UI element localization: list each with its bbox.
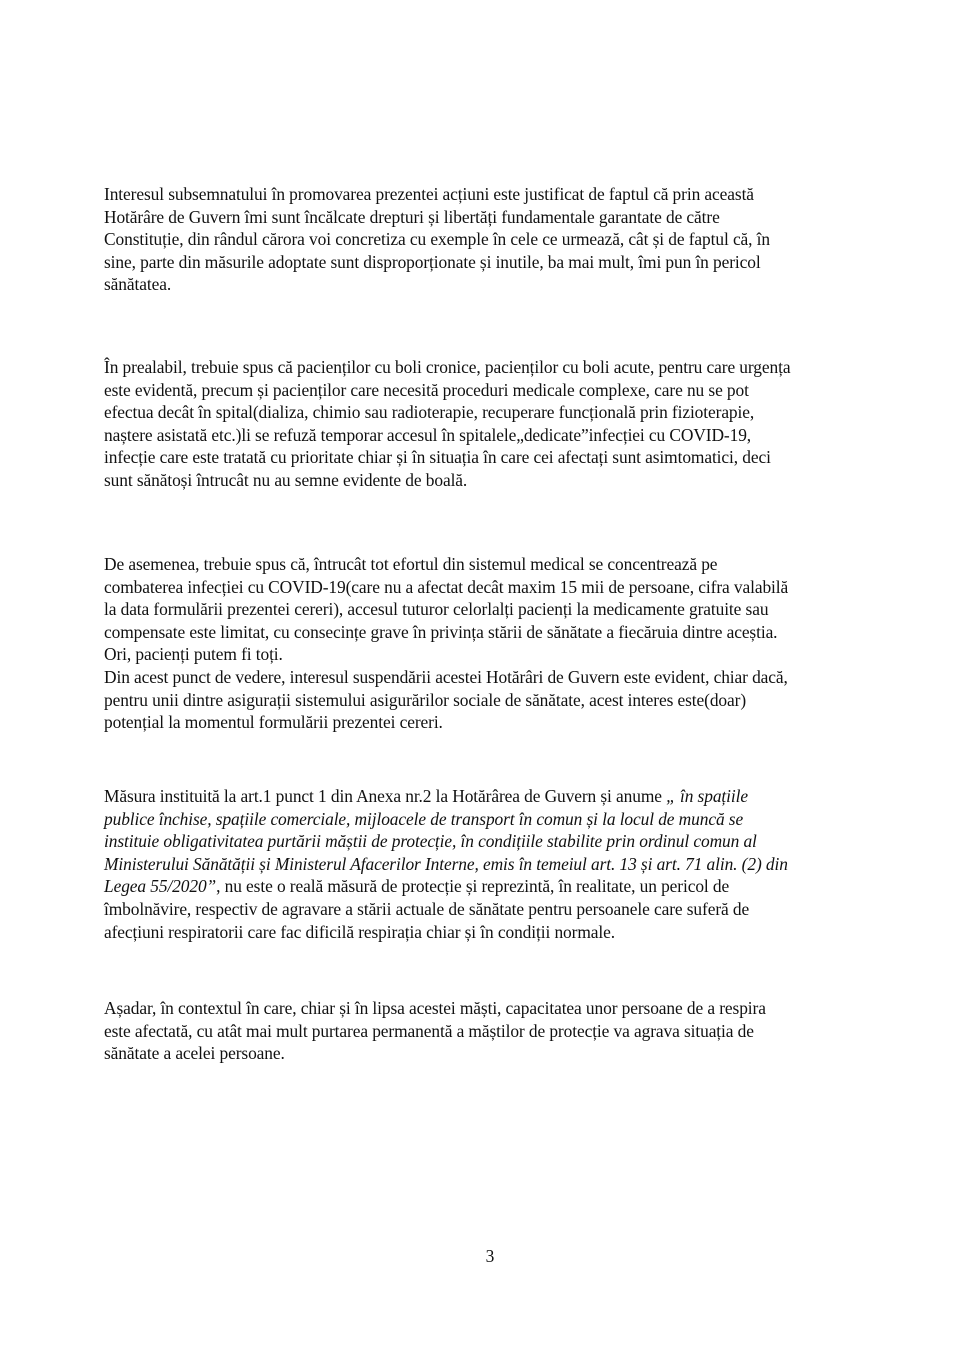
text-line: efectua decât în spital(dializa, chimio sau radioterapie, recuperare funcțională prin fizioterapie, <box>104 402 755 423</box>
quoted-italic-text: „ în spațiile <box>666 786 748 806</box>
paragraph-medical-system <box>104 553 884 734</box>
text-line: combaterea infecției cu COVID-19(care nu a afectat decât maxim 15 mii de persoane, cifra valabilă <box>104 576 789 597</box>
text-line: potențial la momentul formulării prezentei cereri. <box>104 712 443 733</box>
text-line: afecțiuni respiratorii care fac dificilă respirația chiar și în condiții normale. <box>104 921 615 942</box>
quoted-italic-text: Legea 55/2020” <box>104 876 217 897</box>
text-line: Hotărâre de Guvern îmi sunt încălcate drepturi și libertăți fundamentale garantate de către <box>104 206 720 227</box>
text-line: În prealabil, trebuie spus că pacienților cu boli cronice, pacienților cu boli acute, pentru care urgența <box>104 357 791 377</box>
text-line: este afectată, cu atât mai mult purtarea permanentă a măștilor de protecție va agrava situația de <box>104 1020 754 1041</box>
text-line: sănătate a acelei persoane. <box>104 1043 285 1064</box>
text-line: îmbolnăvire, respectiv de agravare a stării actuale de sănătate pentru persoanele care suferă de <box>104 898 750 919</box>
text-line: De asemenea, trebuie spus că, întrucât tot efortul din sistemul medical se concentrează pe <box>104 554 718 574</box>
quoted-italic-line: publice închise, spațiile comerciale, mijloacele de transport în comun și la locul de muncă se <box>104 808 744 829</box>
text-line: Constituție, din rândul cărora voi concretiza cu exemple în cele ce urmează, cât și de faptul că, în <box>104 229 771 250</box>
paragraph-interest <box>104 183 884 296</box>
text-line: este evidentă, precum și pacienților care necesită proceduri medicale complexe, care nu se pot <box>104 379 749 400</box>
quoted-italic-line: Ministerului Sănătății și Ministerul Afacerilor Interne, emis în temeiul art. 13 și art. 71 alin. (2) din <box>104 853 788 874</box>
paragraph-patients-access <box>104 356 884 492</box>
text-line: Așadar, în contextul în care, chiar și în lipsa acestei măști, capacitatea unor persoane de a respira <box>104 998 766 1018</box>
text-line: sine, parte din măsurile adoptate sunt disproporționate și inutile, ba mai mult, îmi pun în pericol <box>104 251 761 272</box>
plain-text: , nu este o reală măsură de protecție și reprezintă, în realitate, un pericol de <box>216 876 730 897</box>
quoted-italic-line: instituie obligativitatea purtării măștii de protecție, în condițiile stabilite prin ordinul comun al <box>104 831 757 852</box>
text-line: pentru unii dintre asigurații sistemului asigurărilor sociale de sănătate, acest interes este(doar) <box>104 689 747 710</box>
text-line: naștere asistată etc.)li se refuză temporar accesul în spitalele„dedicate”infecției cu COVID-19, <box>104 424 752 445</box>
text-line: sunt sănătoși întrucât nu au semne evidente de boală. <box>104 469 468 490</box>
paragraph-conclusion <box>104 997 884 1065</box>
text-line: compensate este limitat, cu consecințe grave în privința stării de sănătate a fiecăruia dintre aceștia. <box>104 621 778 642</box>
text-line <box>104 785 884 808</box>
text-line: infecție care este tratată cu prioritate chiar și în situația în care cei afectați sunt asimtomatici, deci <box>104 447 771 468</box>
paragraph-mask-measure <box>104 785 884 943</box>
plain-text: Măsura instituită la art.1 punct 1 din Anexa nr.2 la Hotărârea de Guvern și anume <box>104 786 667 806</box>
text-line: sănătatea. <box>104 274 172 295</box>
text-line <box>104 875 884 898</box>
text-line: la data formulării prezentei cereri), accesul tuturor celorlalți pacienți la medicamente gratuite sau <box>104 599 769 620</box>
text-line: Ori, pacienți putem fi toți. <box>104 644 283 665</box>
page-number: 3 <box>485 1246 495 1266</box>
text-line: Interesul subsemnatului în promovarea prezentei acțiuni este justificat de faptul că prin această <box>104 184 754 204</box>
text-line: Din acest punct de vedere, interesul suspendării acestei Hotărâri de Guvern este evident, chiar dacă, <box>104 666 788 687</box>
